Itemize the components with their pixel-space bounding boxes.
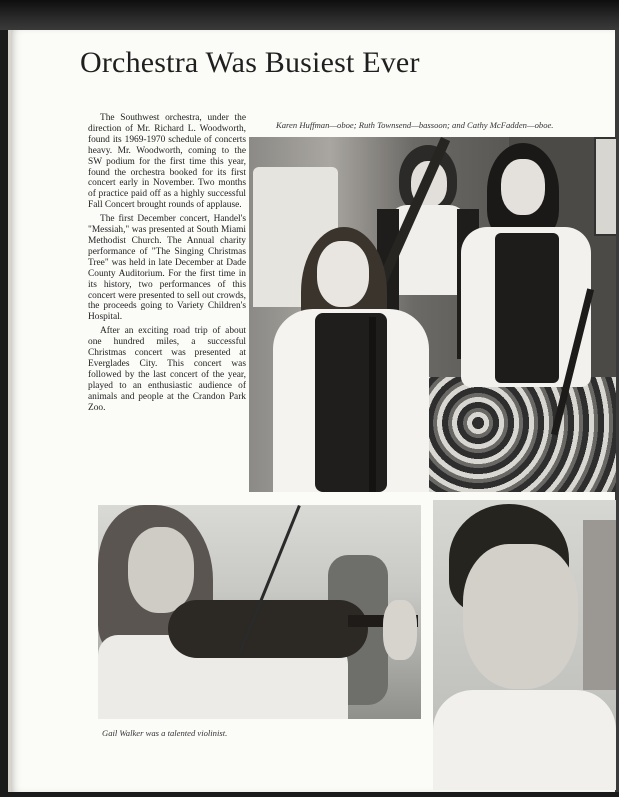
page-title: Orchestra Was Busiest Ever [80,46,420,79]
photo-young-man [433,500,616,790]
photo-violinist [98,505,421,719]
article-paragraph: After an exciting road trip of about one hundred miles, a successful Christmas concert was presented at Everglades City. This concert was followed by the last concert of the year, played to an enthusiastic audience of animals and people at the Crandon Park Zoo. [88,326,246,413]
second-person [583,520,616,690]
man-shirt [433,690,616,790]
trio-photo-caption: Karen Huffman—oboe; Ruth Townsend—bassoon; and Cathy McFadden—oboe. [276,120,554,130]
right-oboist-vest [495,233,559,383]
man-face [463,544,578,689]
article-body [88,113,246,416]
violinist-face [128,527,194,613]
violinist-hand [383,600,417,660]
wall-picture [594,137,616,236]
violinist-photo-caption: Gail Walker was a talented violinist. [102,728,228,738]
left-oboist-vest [315,313,387,492]
violin-body [168,600,368,658]
floral-couch [419,377,616,492]
article-paragraph: The first December concert, Handel's "Messiah," was presented at South Miami Methodist Church. The Annual charity performance of "The Singing Christmas Tree" was held in late December at Dade County Auditorium. For the first time in its history, two performances of this concert were presented to sell out crowds, the proceeds going to Variety Children's Hospital. [88,214,246,323]
article-paragraph: The Southwest orchestra, under the direction of Mr. Richard L. Woodworth, found its 1969-1970 schedule of concerts heavy. Mr. Woodworth, coming to the SW podium for the first time this year, found the orchestra booked for its first concert early in November. Two months of practice paid off as a highly successful Fall Concert brought rounds of applause. [88,113,246,211]
left-oboist-face [317,241,369,307]
scan-top-edge [0,0,619,30]
right-oboist-face [501,159,545,215]
left-oboe [369,317,376,492]
photo-oboe-bassoon-trio [249,137,616,492]
